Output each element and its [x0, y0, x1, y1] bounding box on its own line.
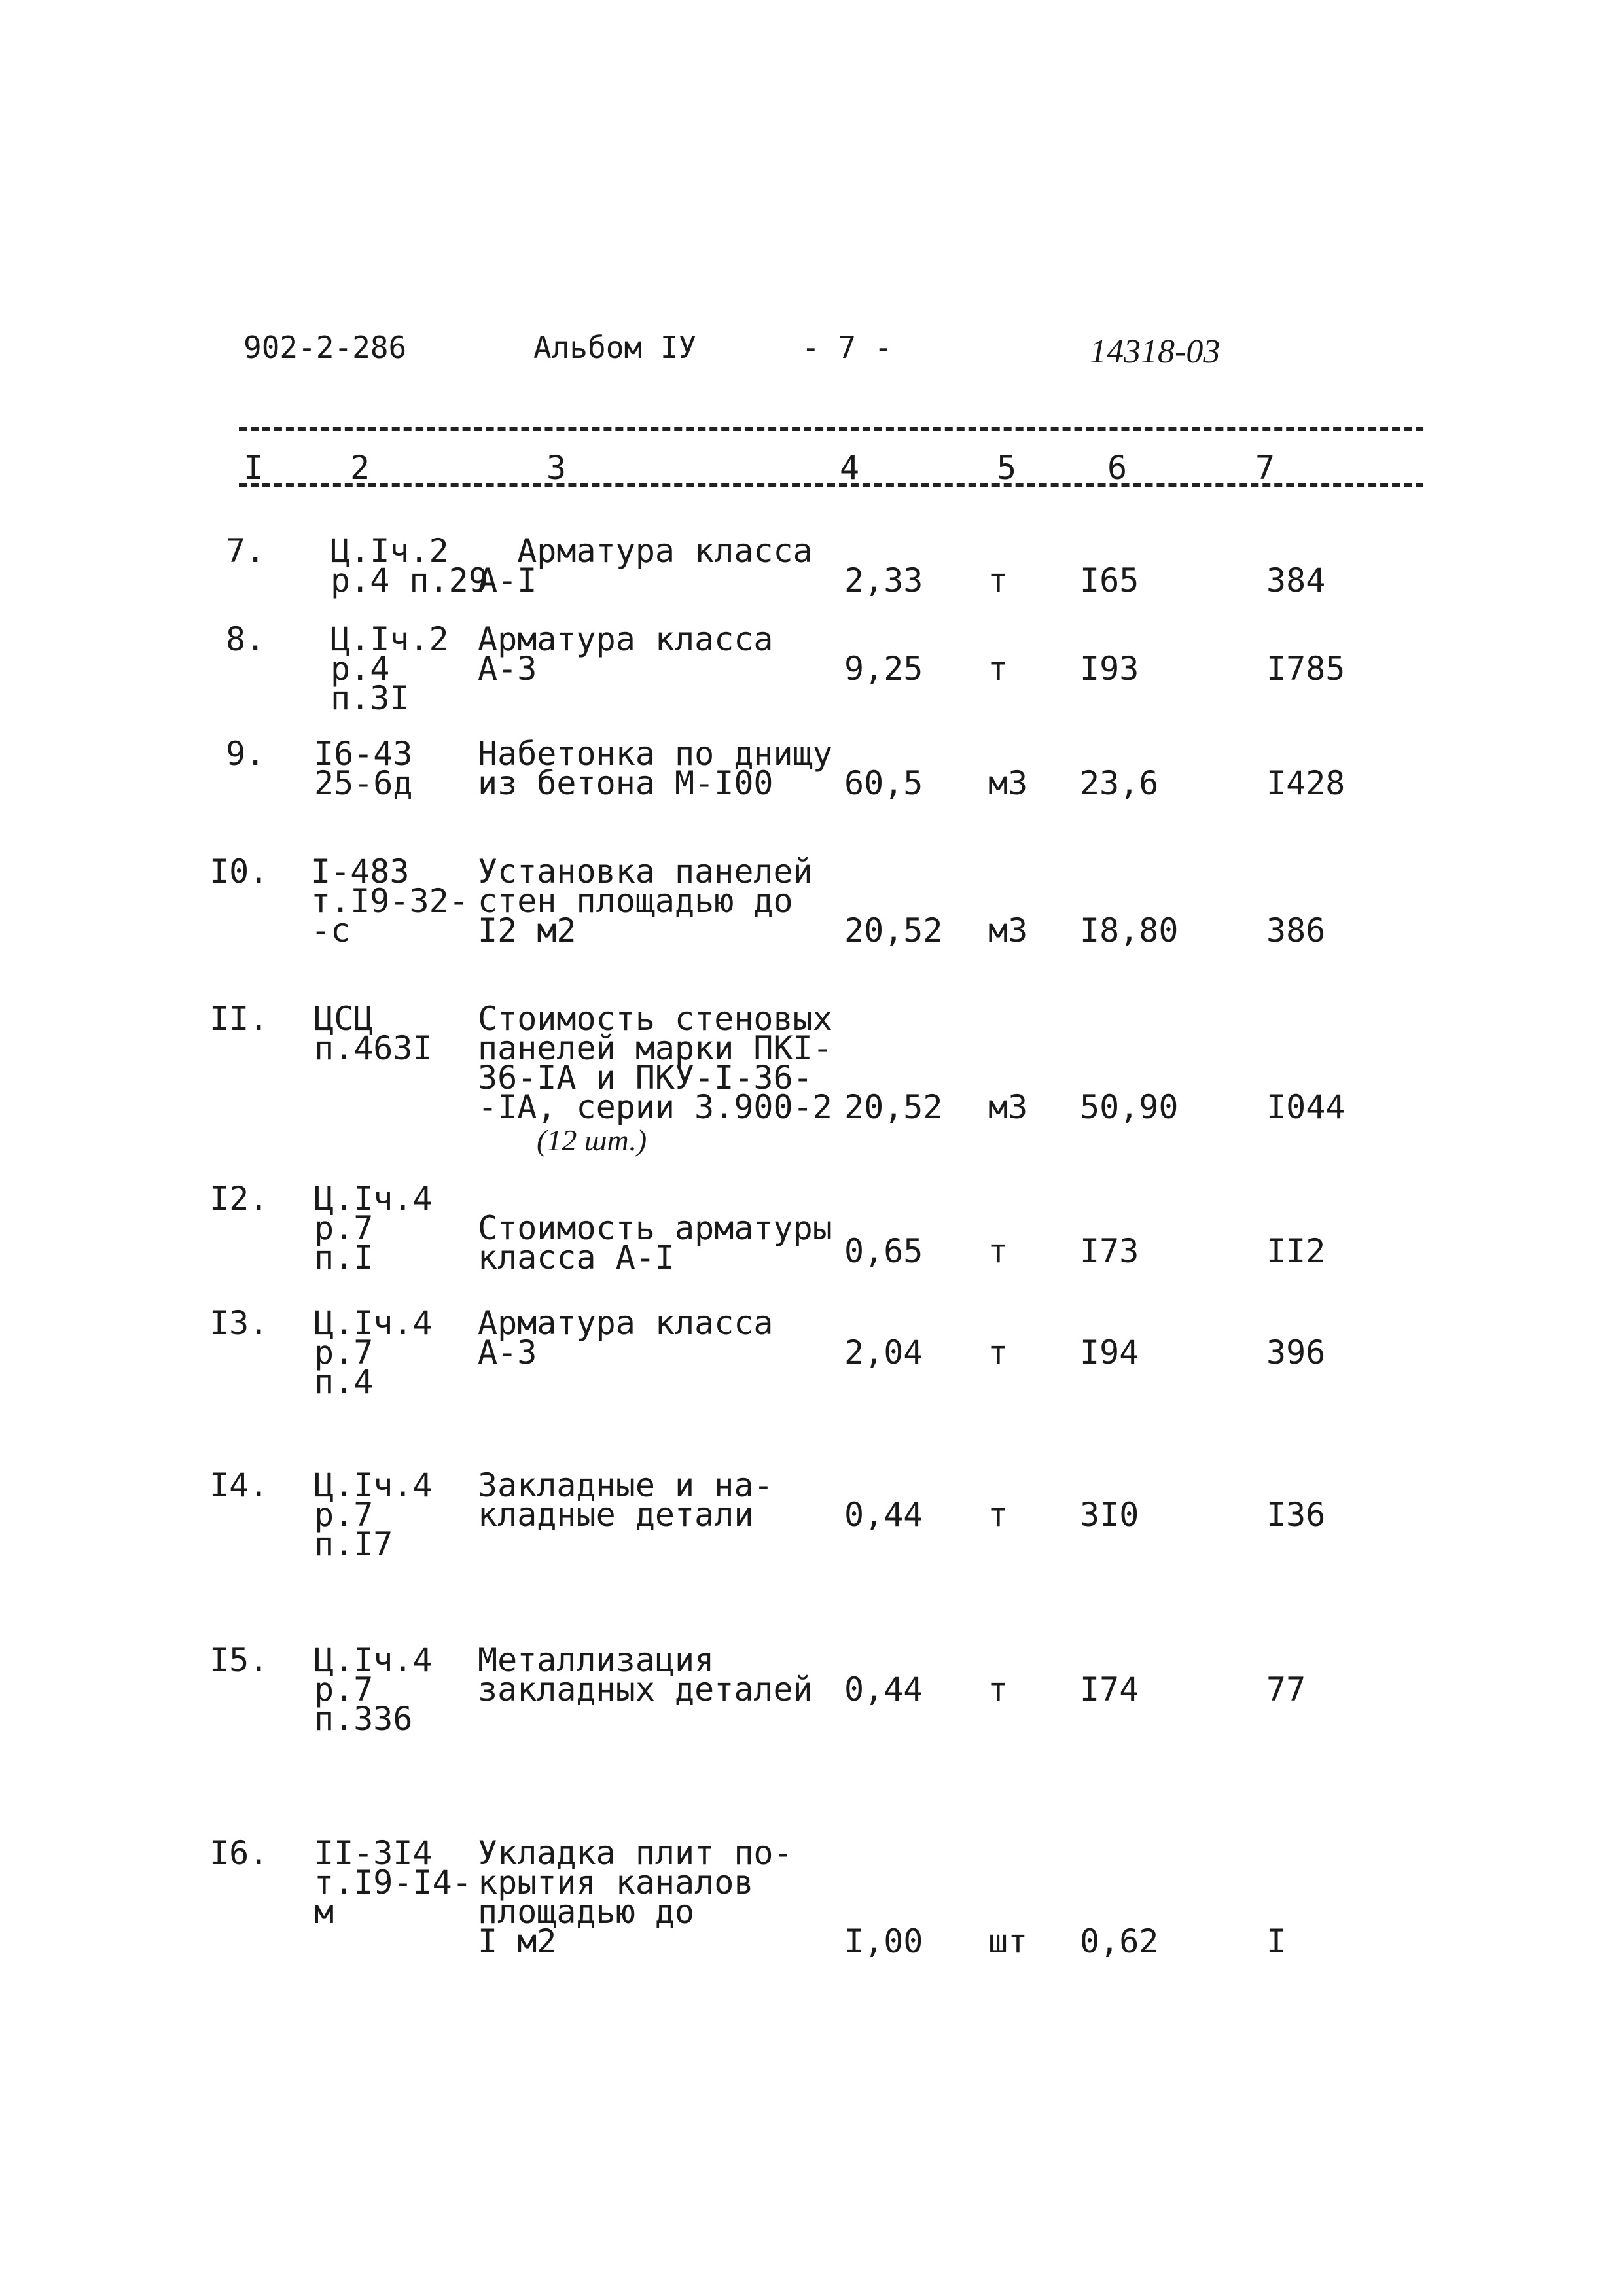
row-description: Арматура класса А-3 — [478, 1304, 774, 1371]
row-number: I4. — [209, 1466, 269, 1504]
row-unit: м3 — [988, 1088, 1028, 1126]
row-total: 386 — [1266, 911, 1326, 949]
row-total: I785 — [1266, 650, 1346, 688]
row-unit-price: 0,62 — [1080, 1922, 1159, 1960]
row-reference: I6-43 25-6д — [314, 735, 413, 802]
row-unit: т — [988, 1496, 1008, 1534]
row-description: Металлизация закладных деталей — [478, 1641, 813, 1708]
doc-code: 902-2-286 — [243, 330, 407, 365]
row-description: Арматура класса А-3 — [478, 620, 774, 688]
row-handwritten-note: (12 шт.) — [537, 1123, 647, 1157]
row-unit: шт — [988, 1922, 1028, 1960]
col-number-2: 2 — [350, 449, 370, 487]
row-quantity: 0,44 — [844, 1670, 923, 1708]
row-total: I044 — [1266, 1088, 1346, 1126]
row-reference: I-483 т.I9-32- -с — [311, 853, 469, 949]
row-unit: м3 — [988, 764, 1028, 802]
row-reference: Ц.Iч.2 р.4 п.29 — [330, 532, 488, 599]
col-number-3: 3 — [546, 449, 567, 487]
row-quantity: I,00 — [844, 1922, 923, 1960]
row-reference: Ц.Iч.4 р.7 п.I — [314, 1180, 433, 1277]
row-total: 396 — [1266, 1333, 1326, 1371]
row-unit-price: 23,6 — [1080, 764, 1159, 802]
row-number: II. — [209, 1000, 269, 1038]
row-unit-price: I65 — [1080, 561, 1139, 599]
header-rule-top — [239, 427, 1423, 431]
row-quantity: 60,5 — [844, 764, 923, 802]
row-reference: Ц.Iч.4 р.7 п.I7 — [314, 1466, 433, 1563]
row-unit: т — [988, 1670, 1008, 1708]
row-unit: т — [988, 650, 1008, 688]
row-reference: II-3I4 т.I9-I4- м — [314, 1834, 472, 1931]
sheet-number: 14318-03 — [1090, 333, 1221, 370]
row-number: I0. — [209, 853, 269, 891]
col-number-7: 7 — [1255, 449, 1275, 487]
row-number: 8. — [226, 620, 266, 658]
row-unit-price: I93 — [1080, 650, 1139, 688]
row-description: Укладка плит по- крытия каналов площадью до I м2 — [478, 1834, 793, 1960]
row-total: I428 — [1266, 764, 1346, 802]
row-quantity: 2,33 — [844, 561, 923, 599]
row-total: I — [1266, 1922, 1287, 1960]
row-description: Набетонка по днищу из бетона М-I00 — [478, 735, 832, 802]
row-unit: т — [988, 1232, 1008, 1270]
row-unit-price: I8,80 — [1080, 911, 1179, 949]
row-number: I2. — [209, 1180, 269, 1218]
row-description: Установка панелей стен площадью до I2 м2 — [478, 853, 813, 949]
row-quantity: 0,44 — [844, 1496, 923, 1534]
row-quantity: 9,25 — [844, 650, 923, 688]
row-description: Арматура класса А-I — [478, 532, 813, 599]
row-unit: м3 — [988, 911, 1028, 949]
row-unit-price: I74 — [1080, 1670, 1139, 1708]
row-number: I6. — [209, 1834, 269, 1872]
page-number: - 7 - — [802, 330, 893, 365]
row-reference: Ц.Iч.4 р.7 п.4 — [314, 1304, 433, 1401]
row-unit: т — [988, 561, 1008, 599]
row-quantity: 20,52 — [844, 1088, 943, 1126]
row-unit-price: 3I0 — [1080, 1496, 1139, 1534]
header-rule-bottom — [239, 483, 1423, 487]
row-quantity: 0,65 — [844, 1232, 923, 1270]
row-unit: т — [988, 1333, 1008, 1371]
row-description: Стоимость стеновых панелей марки ПКI- 36-IА и ПКУ-I-36- -IА, серии 3.900-2 — [478, 1000, 832, 1126]
col-number-1: I — [243, 449, 264, 487]
row-number: I3. — [209, 1304, 269, 1342]
row-number: 7. — [226, 532, 266, 570]
col-number-5: 5 — [997, 449, 1017, 487]
row-unit-price: I94 — [1080, 1333, 1139, 1371]
row-reference: ЦСЦ п.463I — [314, 1000, 433, 1067]
col-number-4: 4 — [840, 449, 860, 487]
row-total: 384 — [1266, 561, 1326, 599]
row-reference: Ц.Iч.2 р.4 п.3I — [330, 620, 449, 717]
row-quantity: 20,52 — [844, 911, 943, 949]
row-description: Закладные и на- кладные детали — [478, 1466, 774, 1534]
row-number: 9. — [226, 735, 266, 773]
row-total: II2 — [1266, 1232, 1326, 1270]
row-unit-price: 50,90 — [1080, 1088, 1179, 1126]
row-number: I5. — [209, 1641, 269, 1679]
row-total: 77 — [1266, 1670, 1306, 1708]
row-total: I36 — [1266, 1496, 1326, 1534]
row-reference: Ц.Iч.4 р.7 п.336 — [314, 1641, 433, 1738]
album-label: Альбом ІУ — [533, 330, 697, 365]
row-quantity: 2,04 — [844, 1333, 923, 1371]
row-description: Стоимость арматуры класса А-I — [478, 1209, 832, 1277]
row-unit-price: I73 — [1080, 1232, 1139, 1270]
col-number-6: 6 — [1107, 449, 1128, 487]
